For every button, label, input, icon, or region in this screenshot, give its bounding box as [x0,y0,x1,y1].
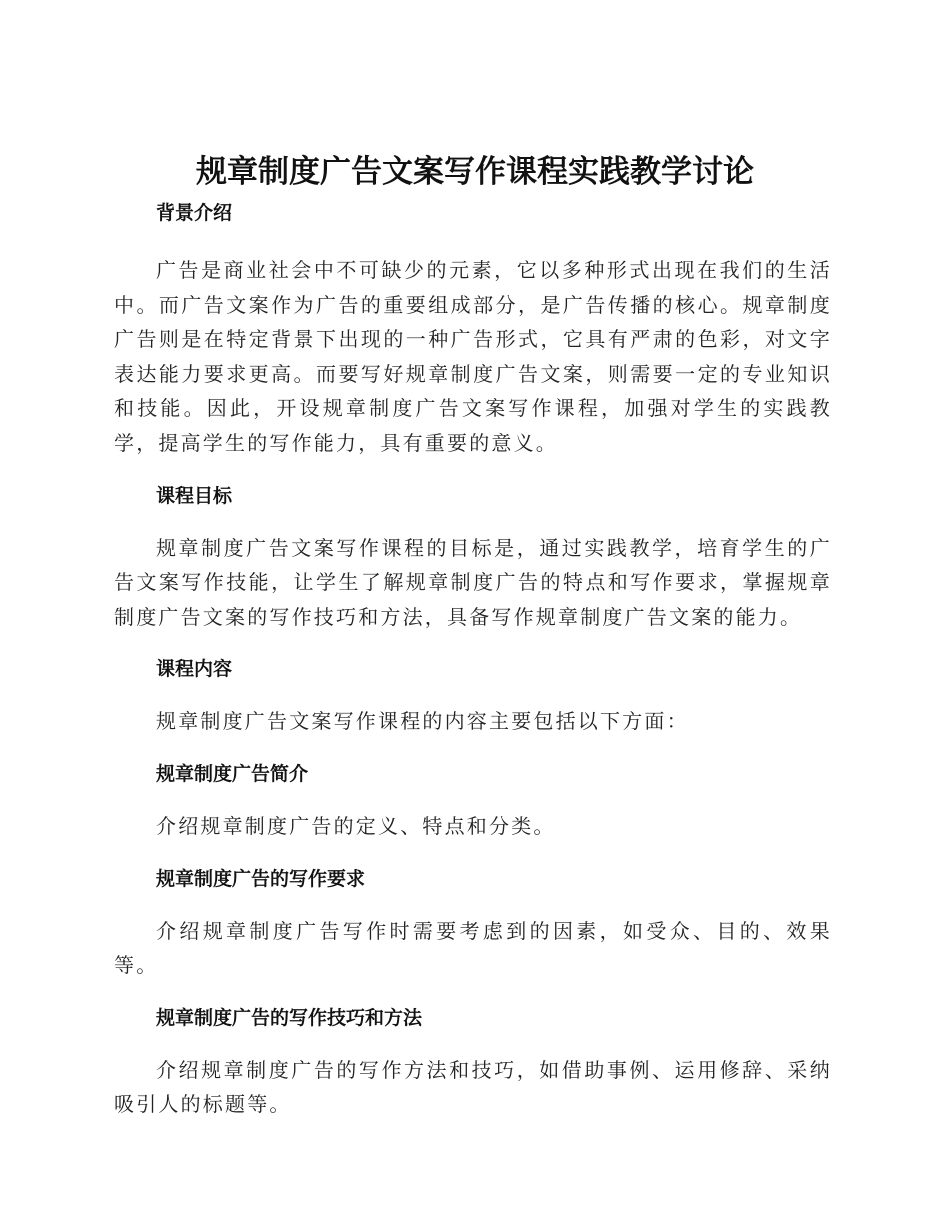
section-paragraph-intro: 介绍规章制度广告的定义、特点和分类。 [156,813,556,838]
spacer [114,983,832,1001]
spacer [114,1035,832,1053]
section-heading-intro: 规章制度广告简介 [156,762,309,785]
section-paragraph-techniques: 介绍规章制度广告的写作方法和技巧，如借助事例、运用修辞、采纳吸引人的标题等。 [114,1057,832,1117]
spacer [114,896,832,914]
spacer [114,230,832,253]
section-paragraph-goal: 规章制度广告文案写作课程的目标是，通过实践教学，培育学生的广告文案写作技能，让学生了解规章制度广告的特点和写作要求，掌握规章制度广告文案的写作技巧和方法，具备写作规章制度广告文案的能力。 [114,535,832,629]
section-paragraph-background: 广告是商业社会中不可缺少的元素，它以多种形式出现在我们的生活中。而广告文案作为广告的重要组成部分，是广告传播的核心。规章制度广告则是在特定背景下出现的一种广告形式，它具有严肃的色彩，对文字表达能力要求更高。而要写好规章制度广告文案，则需要一定的专业知识和技能。因此，开设规章制度广告文案写作课程，加强对学生的实践教学，提高学生的写作能力，具有重要的意义。 [114,258,832,455]
section-heading-techniques: 规章制度广告的写作技巧和方法 [156,1006,423,1029]
spacer [114,844,832,862]
document-body [114,196,832,1122]
spacer [114,513,832,531]
spacer [114,461,832,479]
spacer [114,791,832,809]
section-heading-requirements: 规章制度广告的写作要求 [156,867,366,890]
section-heading-goal: 课程目标 [156,484,233,507]
section-heading-background: 背景介绍 [156,202,233,224]
spacer [114,686,832,704]
document-title: 规章制度广告文案写作课程实践教学讨论 [196,154,754,190]
section-paragraph-requirements: 介绍规章制度广告写作时需要考虑到的因素，如受众、目的、效果等。 [114,918,832,978]
spacer [114,634,832,652]
section-paragraph-content: 规章制度广告文案写作课程的内容主要包括以下方面： [156,709,689,734]
section-heading-content: 课程内容 [156,658,233,681]
spacer [114,739,832,757]
